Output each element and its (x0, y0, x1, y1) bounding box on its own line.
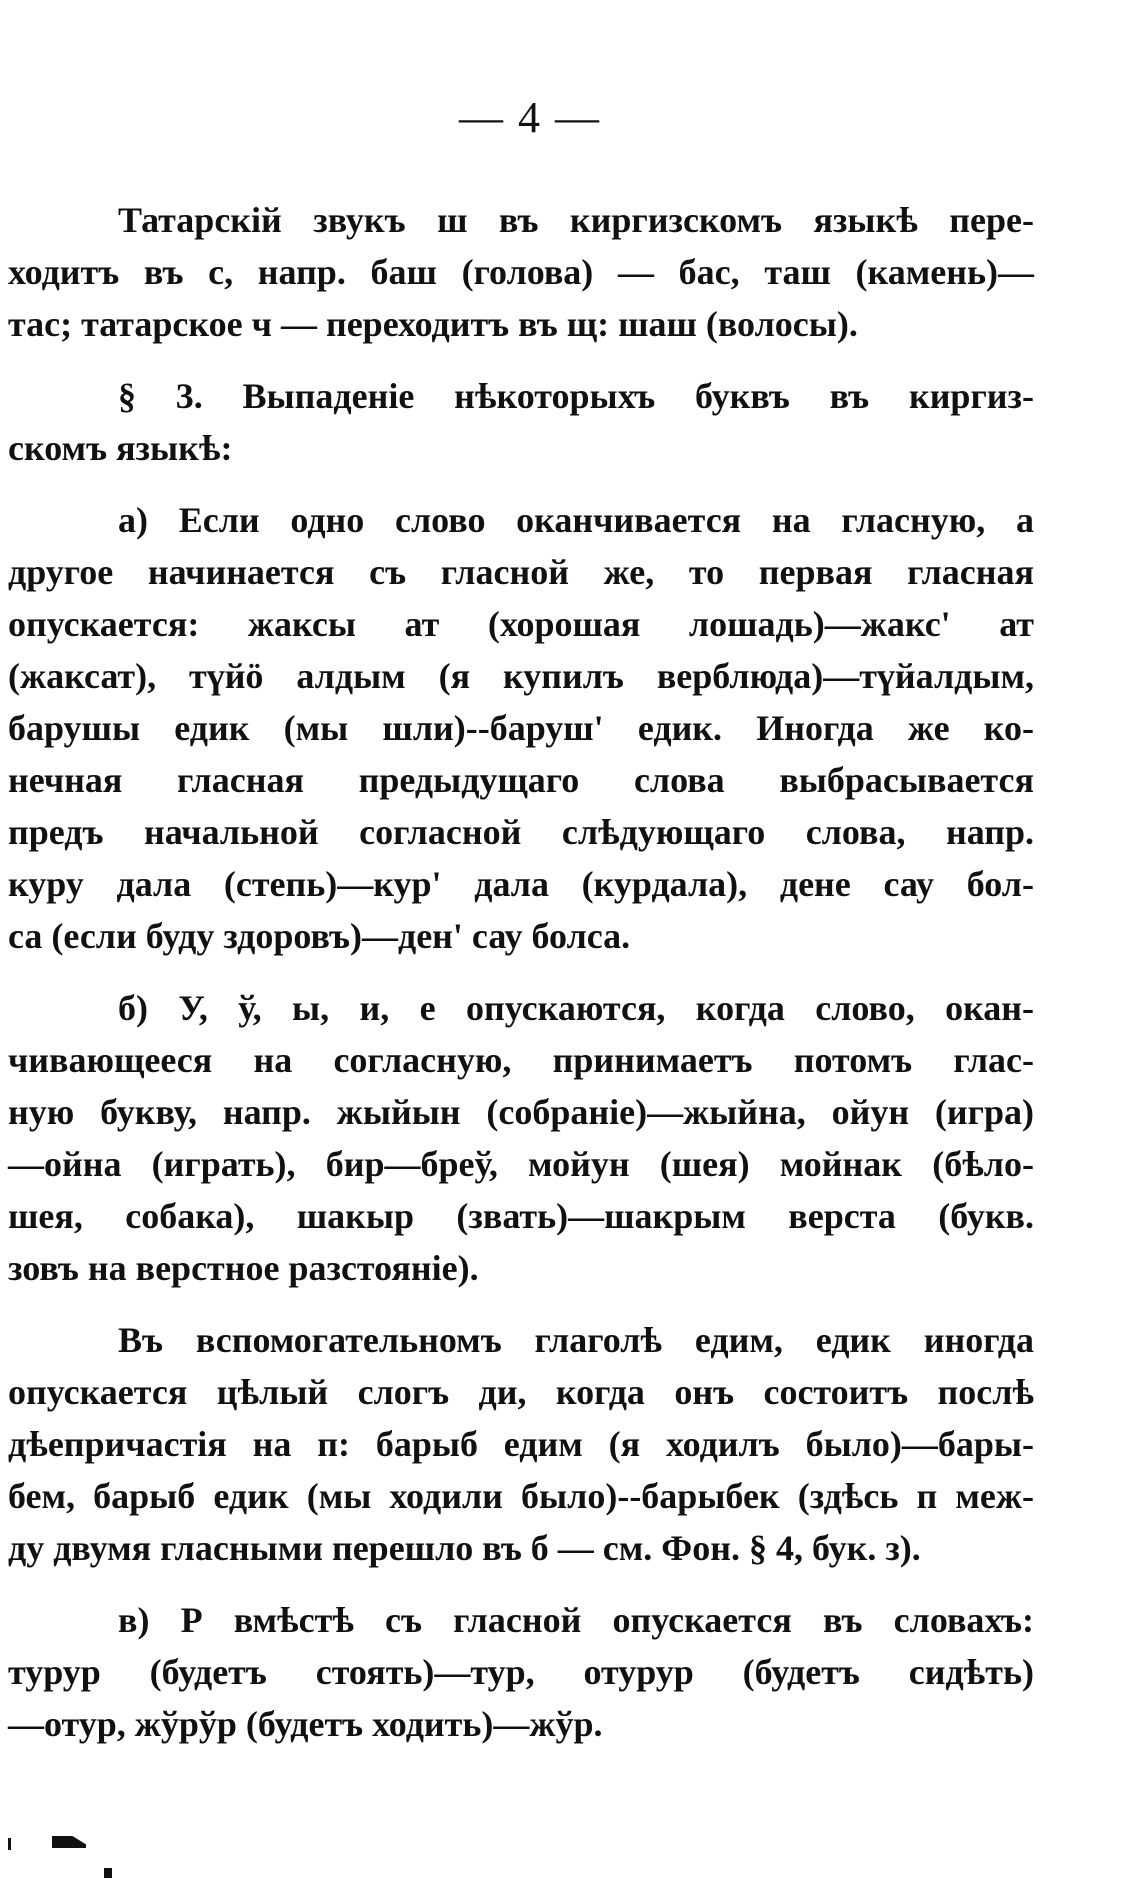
text-line: Татарскій звукъ ш въ киргизскомъ языкѣ пере- (118, 200, 1034, 240)
text-line: § 3. Выпаденіе нѣкоторыхъ буквъ въ киргиз- (118, 376, 1034, 416)
text-line: барушы едик (мы шли)--баруш' едик. Иногда же ко- (8, 708, 1034, 748)
text-line: опускается цѣлый слогъ ди, когда онъ состоитъ послѣ (8, 1372, 1034, 1412)
text-line: нечная гласная предыдущаго слова выбрасывается (8, 760, 1034, 800)
text-line: —отур, жўрўр (будетъ ходить)—жўр. (8, 1704, 603, 1744)
scan-artifact (104, 1868, 112, 1878)
text-line: предъ начальной согласной слѣдующаго слова, напр. (8, 812, 1034, 852)
text-line: опускается: жаксы ат (хорошая лошадь)—жакс' ат (8, 604, 1034, 644)
text-line: ную букву, напр. жыйын (собраніе)—жыйна, ойун (игра) (8, 1092, 1034, 1132)
text-line: —ойна (играть), бир—бреў, мойун (шея) мойнак (бѣло- (8, 1144, 1034, 1184)
scan-artifact (8, 1838, 11, 1850)
text-line: ду двумя гласными перешло въ б — см. Фон. § 4, бук. з). (8, 1528, 921, 1568)
text-line: Въ вспомогательномъ глаголѣ едим, едик иногда (118, 1320, 1034, 1360)
text-line: зовъ на верстное разстояніе). (8, 1248, 479, 1288)
text-line: турур (будетъ стоять)—тур, отурур (будетъ сидѣть) (8, 1652, 1034, 1692)
page-number: — 4 — (459, 93, 601, 142)
text-line: чивающееся на согласную, принимаетъ потомъ глас- (8, 1040, 1034, 1080)
text-line: в) Р вмѣстѣ съ гласной опускается въ словахъ: (118, 1600, 1034, 1640)
text-line: дѣепричастія на п: барыб едим (я ходилъ было)—бары- (8, 1424, 1034, 1464)
text-line: а) Если одно слово оканчивается на гласную, а (118, 500, 1034, 540)
text-line: са (если буду здоровъ)—ден' сау болса. (8, 916, 631, 956)
text-line: куру дала (степь)—кур' дала (курдала), дене сау бол- (8, 864, 1034, 904)
text-line: бем, барыб едик (мы ходили было)--барыбек (здѣсь п меж- (8, 1476, 1034, 1516)
text-line: скомъ языкѣ: (8, 428, 233, 468)
text-line: ходитъ въ с, напр. баш (голова) — бас, таш (камень)— (8, 252, 1034, 292)
text-line: б) У, ў, ы, и, е опускаются, когда слово, окан- (118, 988, 1034, 1028)
text-line: шея, собака), шакыр (звать)—шакрым верста (букв. (8, 1196, 1034, 1236)
scan-artifact (52, 1836, 86, 1848)
text-line: тас; татарское ч — переходитъ въ щ: шаш (волосы). (8, 304, 858, 344)
text-line: (жаксат), түйö алдым (я купилъ верблюда)—түйалдым, (8, 656, 1034, 696)
text-line: другое начинается съ гласной же, то первая гласная (8, 552, 1034, 592)
